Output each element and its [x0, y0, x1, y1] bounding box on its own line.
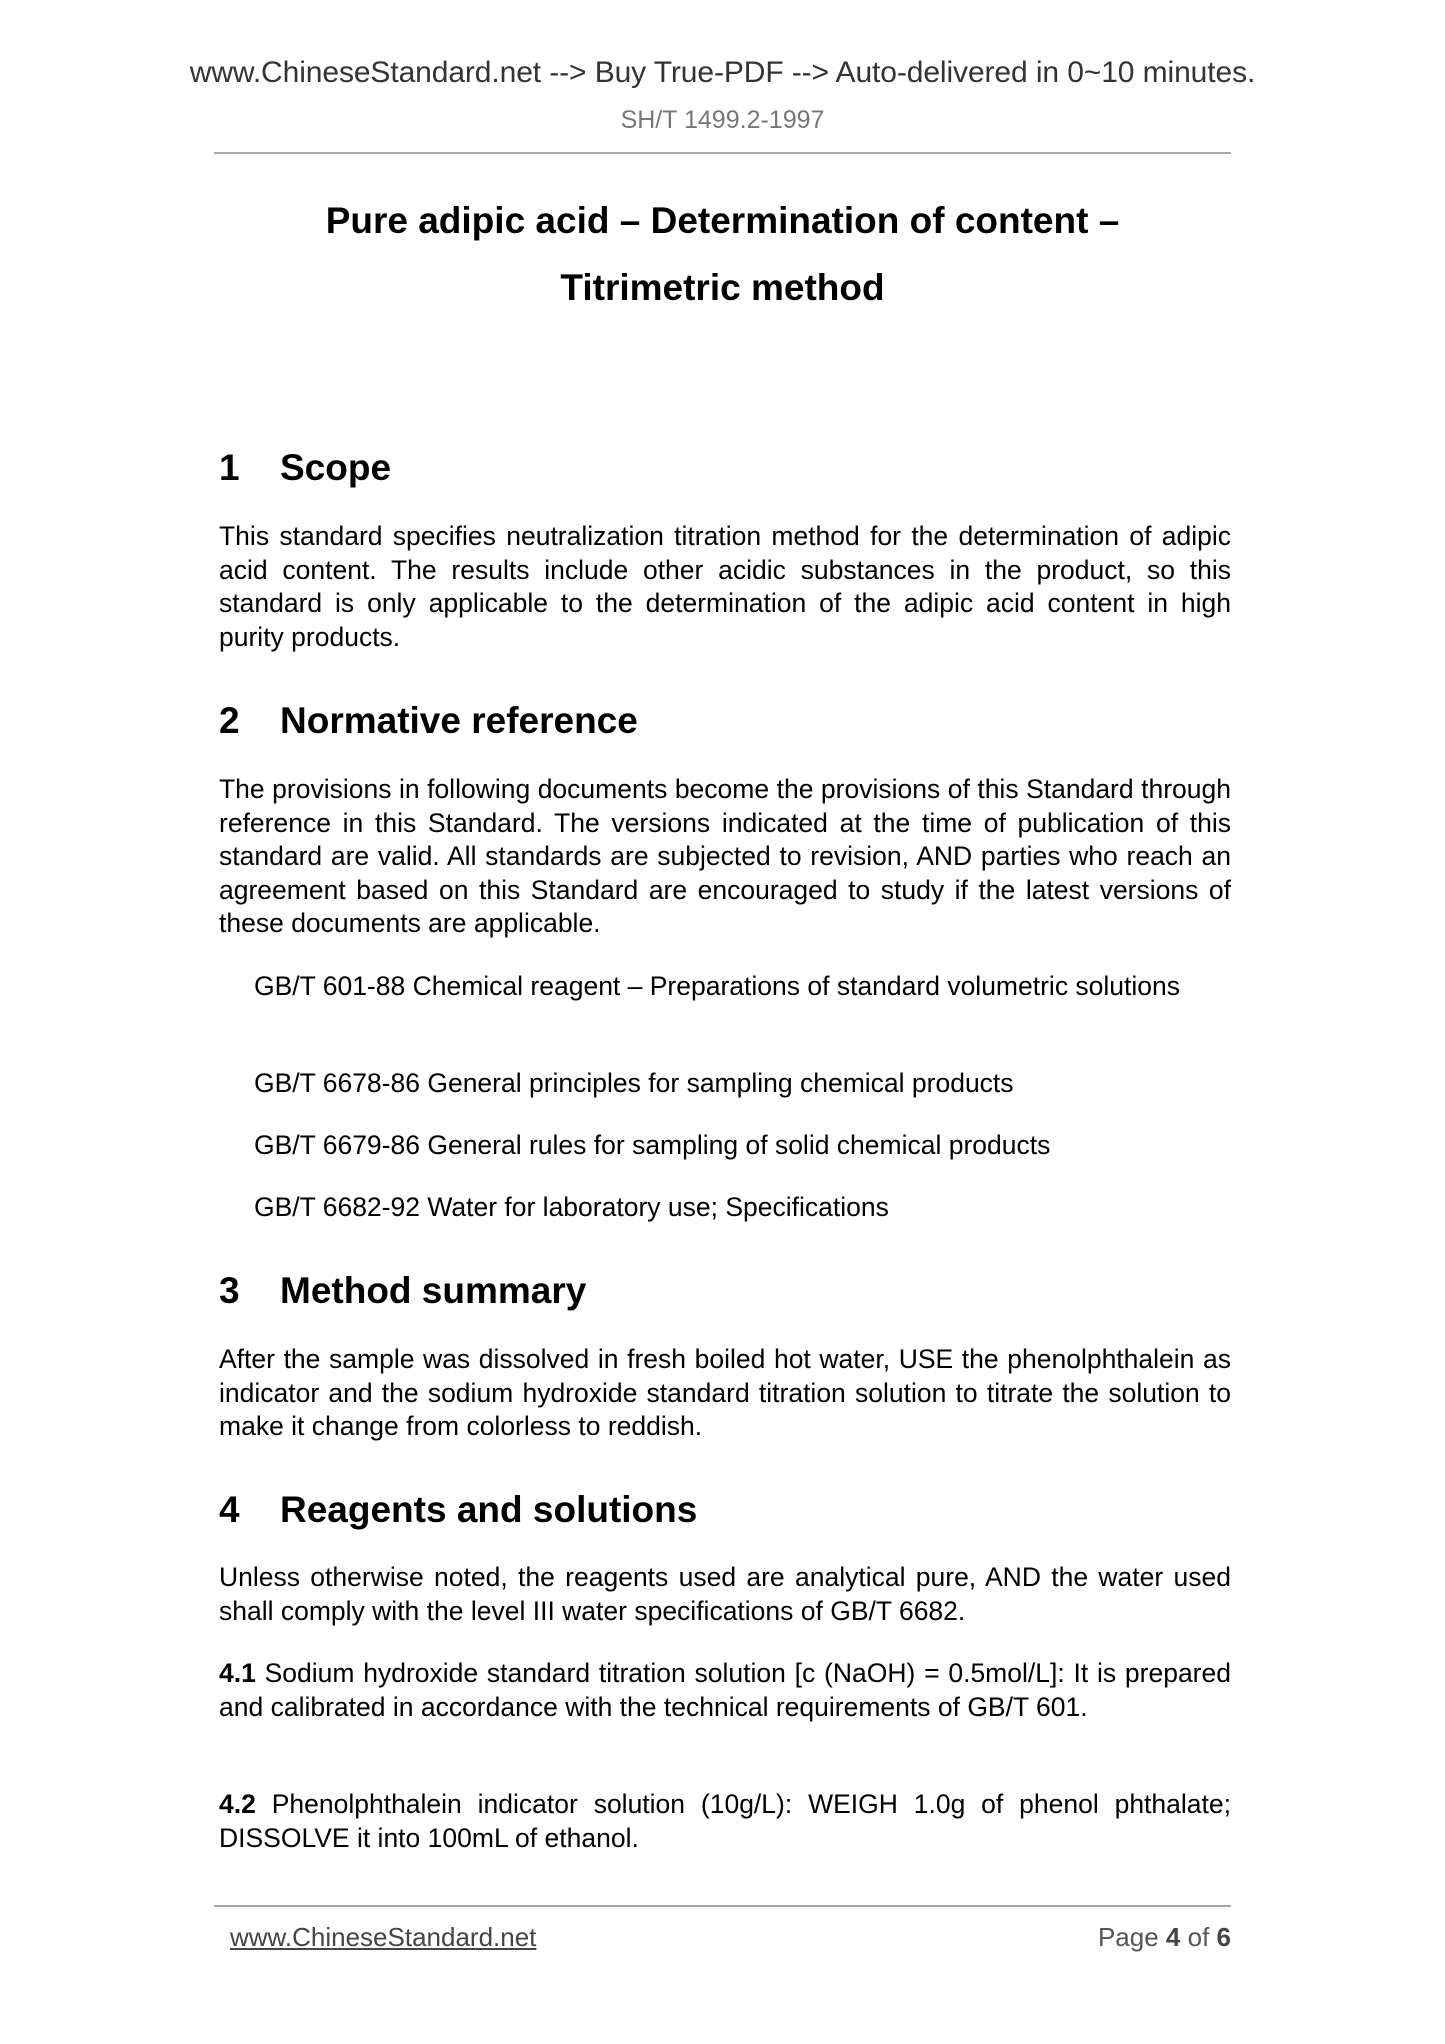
- current-page: 4: [1165, 1922, 1181, 1952]
- document-title-line-1: Pure adipic acid – Determination of content –: [325, 200, 1120, 241]
- method-summary-paragraph: After the sample was dissolved in fresh boiled hot water, USE the phenolphthalein as indicator and the sodium hydroxide standard titration solution to titrate the solution to make it change from colorless to reddish.: [219, 1344, 1231, 1442]
- section-number: 4: [219, 1489, 240, 1530]
- section-title: Scope: [280, 447, 392, 488]
- top-banner: www.ChineseStandard.net --> Buy True-PDF --> Auto-delivered in 0~10 minutes.: [189, 56, 1256, 89]
- normative-reference-paragraph: The provisions in following documents become the provisions of this Standard through reference in this Standard. The versions indicated at the time of publication of this standard are valid. All standards are subjected to revision, AND parties who reach an agreement based on this Standard are encouraged to study if the latest versions of these documents are applicable.: [219, 774, 1231, 939]
- document-code: SH/T 1499.2-1997: [620, 106, 825, 134]
- header-divider: [214, 152, 1231, 154]
- total-pages: 6: [1216, 1922, 1231, 1952]
- reference-item: GB/T 601-88 Chemical reagent – Preparations of standard volumetric solutions: [254, 971, 1181, 1001]
- section-number: 3: [219, 1270, 240, 1311]
- footer-website-link[interactable]: www.ChineseStandard.net: [230, 1922, 537, 1952]
- reference-item: GB/T 6678-86 General principles for sampling chemical products: [254, 1068, 1014, 1098]
- page-indicator: [1098, 1922, 1231, 1953]
- page-prefix: Page: [1097, 1922, 1159, 1952]
- section-title: Method summary: [280, 1270, 587, 1311]
- clause-text: Phenolphthalein indicator solution (10g/L): WEIGH 1.0g of phenol phthalate; DISSOLVE it into 100mL of ethanol.: [219, 1789, 1231, 1853]
- section-title: Normative reference: [280, 700, 638, 741]
- reagents-paragraph: Unless otherwise noted, the reagents used are analytical pure, AND the water used shall comply with the level III water specifications of GB/T 6682.: [219, 1562, 1231, 1626]
- section-title: Reagents and solutions: [280, 1489, 698, 1530]
- scope-paragraph: This standard specifies neutralization titration method for the determination of adipic acid content. The results include other acidic substances in the product, so this standard is only applicable to the determination of the adipic acid content in high purity products.: [219, 521, 1231, 652]
- section-heading-method-summary: [219, 1270, 586, 1312]
- clause-4-2: [219, 1788, 1231, 1855]
- section-heading-scope: [219, 447, 391, 489]
- section-number: 2: [219, 700, 240, 741]
- clause-4-1: [219, 1657, 1231, 1724]
- page-of: of: [1187, 1922, 1210, 1952]
- clause-number: 4.1: [219, 1658, 256, 1688]
- footer-divider: [214, 1905, 1231, 1907]
- section-number: 1: [219, 447, 240, 488]
- reference-item: GB/T 6682-92 Water for laboratory use; Specifications: [254, 1192, 889, 1222]
- section-heading-reagents: [219, 1489, 697, 1531]
- clause-number: 4.2: [219, 1789, 256, 1819]
- clause-text: Sodium hydroxide standard titration solution [c (NaOH) = 0.5mol/L]: It is prepared and calibrated in accordance with the technical requirements of GB/T 601.: [219, 1658, 1231, 1722]
- reference-item: GB/T 6679-86 General rules for sampling of solid chemical products: [254, 1130, 1051, 1160]
- document-title-line-2: Titrimetric method: [560, 267, 885, 308]
- section-heading-normative-reference: [219, 700, 638, 742]
